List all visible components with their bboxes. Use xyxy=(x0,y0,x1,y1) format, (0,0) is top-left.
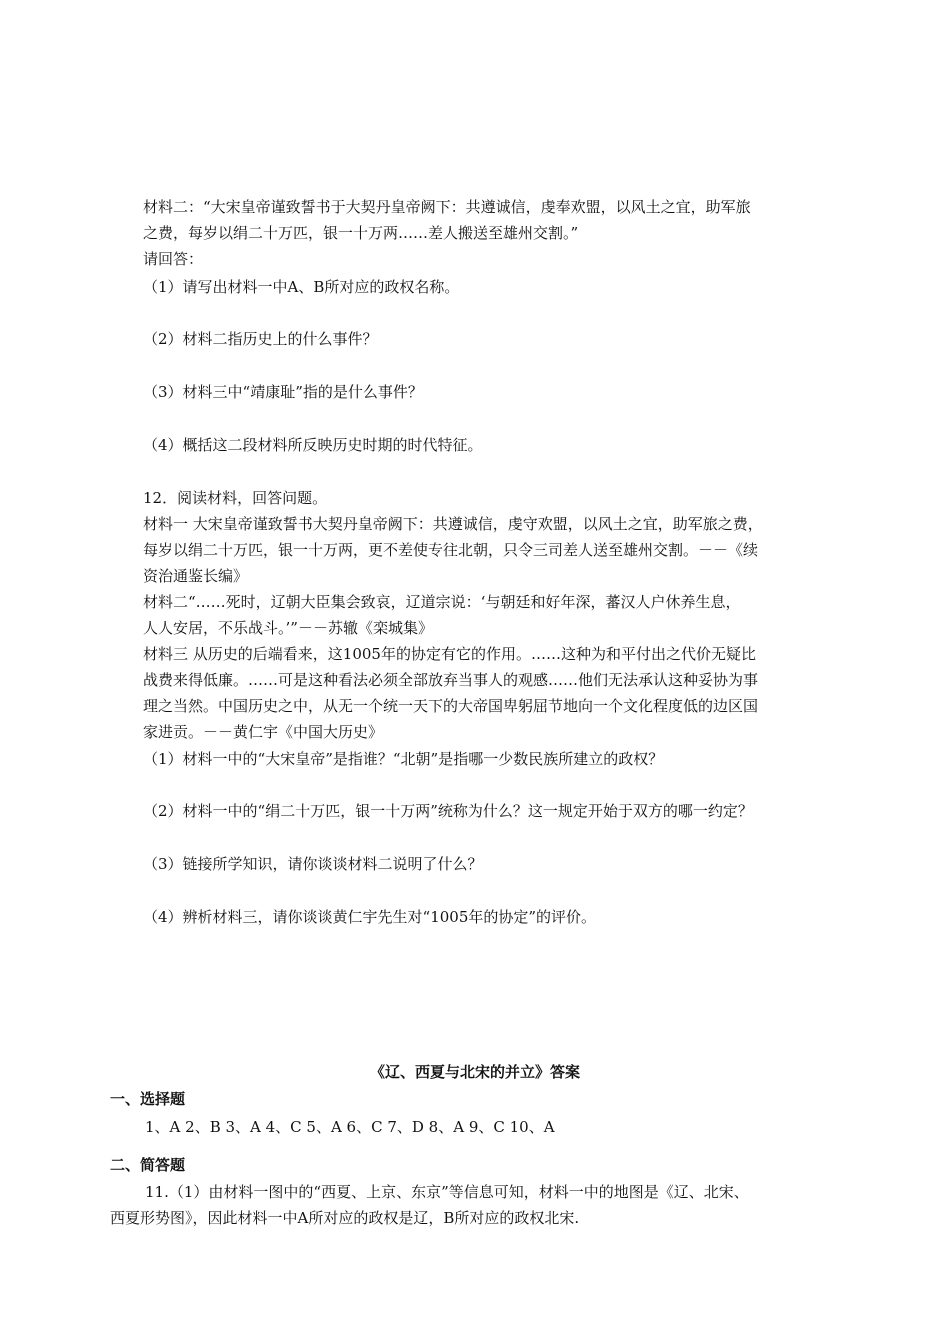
q12-material-line: 资治通鉴长编》 xyxy=(143,567,249,585)
answers-section-choice: 一、选择题 xyxy=(110,1090,186,1108)
q11-material2-line2: 之费，每岁以绢二十万匹，银一十万两……差人搬送至雄州交割。” xyxy=(143,224,579,242)
q12-question-3: （3）链接所学知识，请你谈谈材料二说明了什么？ xyxy=(143,855,483,873)
q12-material-line: 每岁以绢二十万匹，银一十万两，更不差使专往北朝，只令三司差人送至雄州交割。－－《续 xyxy=(143,541,759,559)
answers-title: 《辽、西夏与北宋的并立》答案 xyxy=(369,1063,580,1081)
q12-material-line: 材料二“……死时，辽朝大臣集会致哀，辽道宗说：‘与朝廷和好年深，蕃汉人户休养生息， xyxy=(143,593,741,611)
answer-11-line2: 西夏形势图》，因此材料一中A所对应的政权是辽，B所对应的政权北宋. xyxy=(110,1209,580,1227)
q12-material-line: 战费来得低廉。……可是这种看法必须全部放弃当事人的观感……他们无法承认这种妥协为事 xyxy=(143,671,759,689)
answer-11-line1: 11.（1）由材料一图中的“西夏、上京、东京”等信息可知，材料一中的地图是《辽、北宋、 xyxy=(145,1183,749,1201)
answers-choices: 1、A 2、B 3、A 4、C 5、A 6、C 7、D 8、A 9、C 10、A xyxy=(145,1118,555,1136)
q12-material-line: 材料三 从历史的后端看来，这1005年的协定有它的作用。……这种为和平付出之代价无疑比 xyxy=(143,645,756,663)
q12-question-4: （4）辨析材料三，请你谈谈黄仁宇先生对“1005年的协定”的评价。 xyxy=(143,908,597,926)
q11-question-4: （4）概括这二段材料所反映历史时期的时代特征。 xyxy=(143,436,483,454)
answers-section-short: 二、简答题 xyxy=(110,1156,186,1174)
q11-question-1: （1）请写出材料一中A、B所对应的政权名称。 xyxy=(143,278,460,296)
q12-material-line: 家进贡。－－黄仁宇《中国大历史》 xyxy=(143,723,384,741)
q12-question-2: （2）材料一中的“绢二十万匹，银一十万两”统称为什么？这一规定开始于双方的哪一约定？ xyxy=(143,802,753,820)
q12-title: 12．阅读材料，回答问题。 xyxy=(143,489,328,507)
q11-question-2: （2）材料二指历史上的什么事件？ xyxy=(143,330,378,348)
q11-prompt: 请回答： xyxy=(143,250,204,268)
q11-material2-line1: 材料二：“大宋皇帝谨致誓书于大契丹皇帝阙下：共遵诚信，虔奉欢盟，以风土之宜，助军旅 xyxy=(143,198,751,216)
q12-question-1: （1）材料一中的“大宋皇帝”是指谁？“北朝”是指哪一少数民族所建立的政权？ xyxy=(143,750,664,768)
q12-material-line: 材料一 大宋皇帝谨致誓书大契丹皇帝阙下：共遵诚信，虔守欢盟，以风土之宜，助军旅之费， xyxy=(143,515,763,533)
q12-material-line: 人人安居，不乐战斗。’”－－苏辙《栾城集》 xyxy=(143,619,433,637)
q11-question-3: （3）材料三中“靖康耻”指的是什么事件？ xyxy=(143,383,423,401)
q12-material-line: 理之当然。中国历史之中，从无一个统一天下的大帝国卑躬屈节地向一个文化程度低的边区国 xyxy=(143,697,759,715)
